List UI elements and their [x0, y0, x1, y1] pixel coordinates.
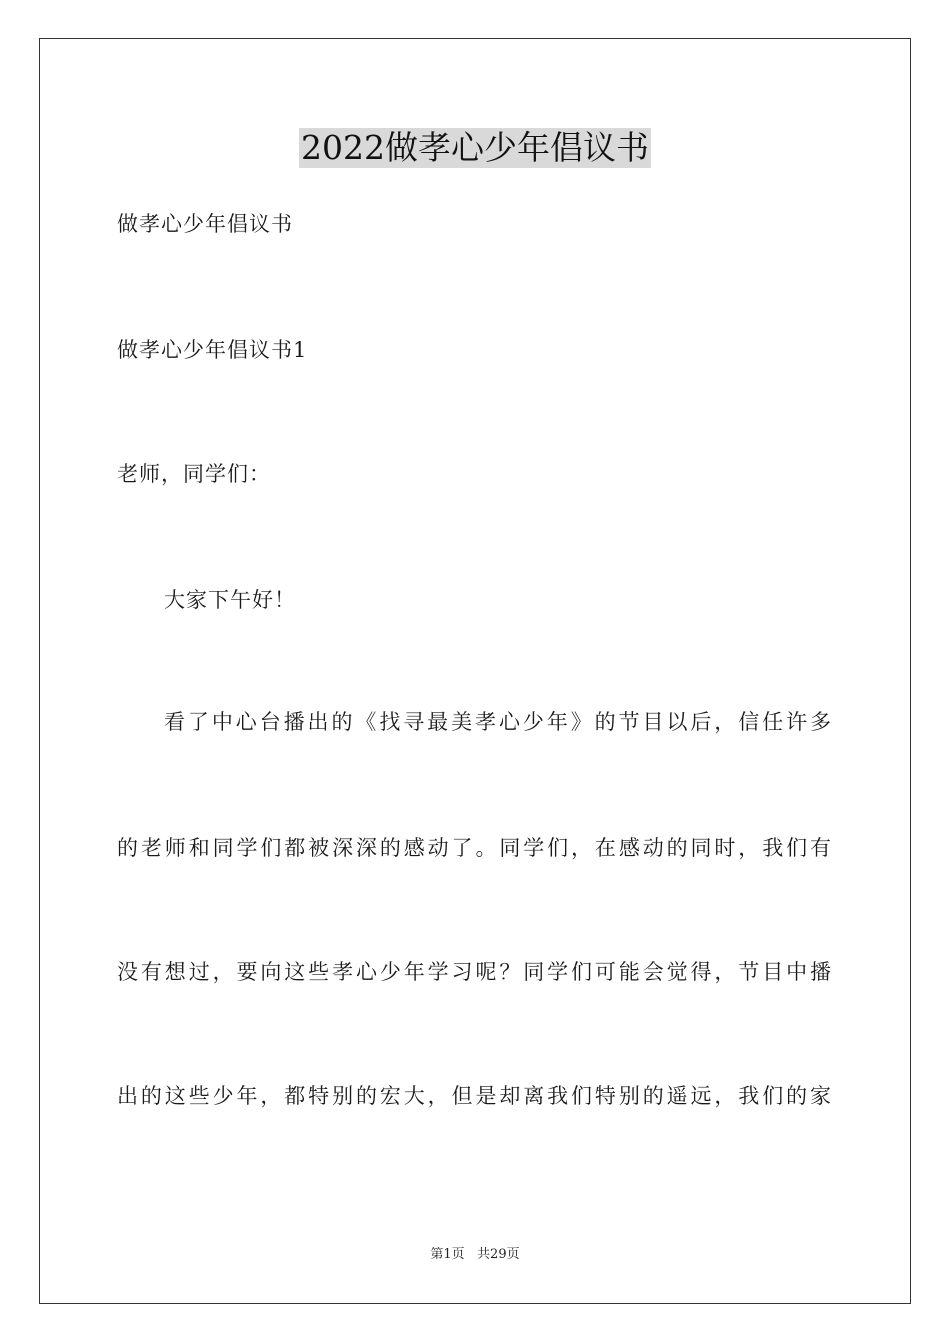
body-line-3: 没有想过，要向这些孝心少年学习呢？同学们可能会觉得，节目中播	[117, 960, 831, 984]
salutation: 老师，同学们：	[117, 462, 271, 486]
body-line-1: 看了中心台播出的《找寻最美孝心少年》的节目以后，信任许多	[164, 710, 831, 734]
body-line-2: 的老师和同学们都被深深的感动了。同学们，在感动的同时，我们有	[117, 836, 831, 860]
section-heading: 做孝心少年倡议书1	[117, 338, 308, 362]
greeting-line: 大家下午好！	[164, 588, 296, 612]
page-footer: 第1页 共29页	[430, 1247, 520, 1262]
subtitle-line: 做孝心少年倡议书	[117, 212, 293, 236]
document-title: 2022做孝心少年倡议书	[301, 128, 649, 167]
body-line-4: 出的这些少年，都特别的宏大，但是却离我们特别的遥远，我们的家	[117, 1084, 831, 1108]
title-container	[0, 128, 950, 168]
